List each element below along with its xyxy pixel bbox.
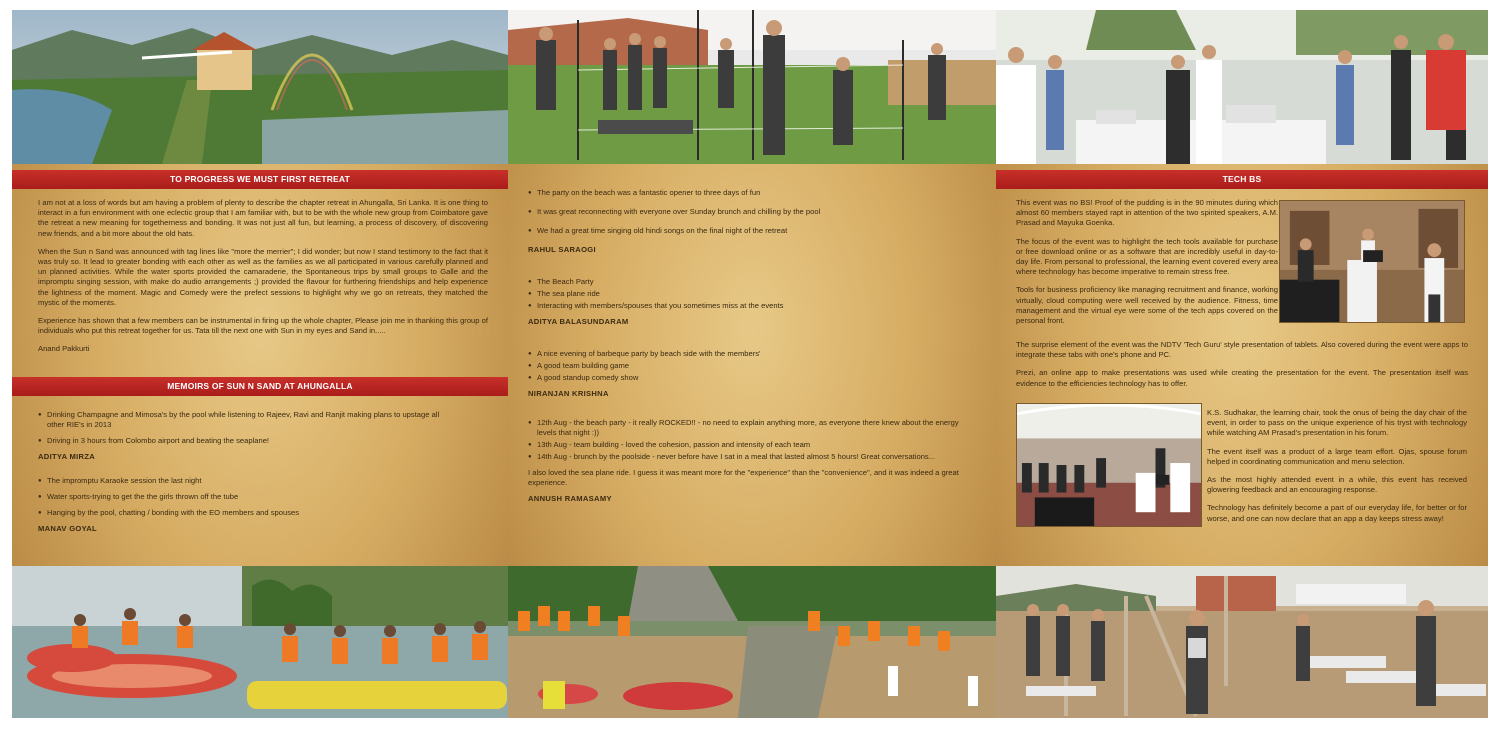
memoirs-continued: [528, 188, 978, 518]
section-heading: MEMOIRS OF SUN N SAND AT AHUNGALLA: [12, 377, 508, 396]
author-name: ADITYA MIRZA: [38, 452, 96, 461]
beach-games-photo: [996, 566, 1488, 718]
retreat-article: [38, 198, 488, 363]
list-item: ● A good standup comedy show: [528, 373, 978, 383]
panel-memoirs: [508, 10, 996, 718]
audience-photo: [1016, 403, 1202, 527]
article-paragraph: As the most highly attended event in a while, this event has received glowering feedback and an encouraging response.: [1207, 475, 1467, 495]
pool-crowd-photo: [508, 566, 996, 718]
list-item: ● Driving in 3 hours from Colombo airport and beating the seaplane!: [38, 436, 458, 446]
closing-paragraph: I also loved the sea plane ride. I guess it was meant more for the "experience" than the "convenience", and it was indeed a great experience.: [528, 467, 959, 487]
article-paragraph: This event was no BS! Proof of the pudding is in the 90 minutes during which almost 60 members stayed rapt in attention of the two spirited speakers, A.M. Prasad and Mayuka Goenka.: [1016, 198, 1278, 228]
list-item: ● The Beach Party: [528, 277, 978, 287]
panel-tech-bs: [996, 10, 1488, 718]
article-paragraph: The event itself was a product of a large team effort. Ojas, spouse forum helped in coordinating communication and menu selection.: [1207, 446, 1467, 466]
list-item: ● Drinking Champagne and Mimosa's by the pool while listening to Rajeev, Ravi and Ranjit making plans to upstage all other RIE's in 2013: [38, 410, 458, 430]
list-item: ● Water sports-trying to get the the girls thrown off the tube: [38, 492, 458, 502]
panel-retreat: [12, 10, 508, 718]
article-paragraph: The surprise element of the event was the NDTV 'Tech Guru' style presentation of tablets. Also covered during the event were apps to integrate these tabs with one's phone and PC.: [1016, 340, 1468, 360]
list-item: ● The sea plane ride: [528, 289, 978, 299]
memoir-bullets: [38, 410, 458, 446]
list-item: ● The party on the beach was a fantastic opener to three days of fun: [528, 188, 978, 198]
memoir-bullets: [528, 277, 978, 311]
presentation-photo: [1279, 200, 1465, 323]
memoir-bullets: [38, 476, 458, 518]
memoir-bullets: [528, 188, 978, 236]
memoirs-list: [38, 410, 458, 548]
landscape-rainbow-photo: [12, 10, 508, 164]
article-paragraph: When the Sun n Sand was announced with tag lines like "more the merrier"; I did wonder; but now I stand testimony to the fact that it was truly so. It lead to greater bonding with each other as well as the families as we all participated in various carefully planned and un planned activities. While the water sports provided the camaraderie, the Spontaneous trips by small groups to Galle and the impromptu singing session, with make do audio arrangements ;) provided the flavour for furthering friendships and help experience the lightness of the moment. Magic and Comedy were the prefect sessions to highlight why we go on retreats, they matched the mystic of the moments.: [38, 246, 488, 307]
cooking-event-photo: [996, 10, 1488, 164]
tech-article-top: [1016, 198, 1278, 334]
tech-article-mid: [1016, 340, 1468, 397]
article-paragraph: K.S. Sudhakar, the learning chair, took the onus of being the day chair of the event, in order to pass on the unique experience of his tryst with technology while watching AM Prasad's presentation in his forum.: [1207, 408, 1467, 438]
list-item: ● The impromptu Karaoke session the last night: [38, 476, 458, 486]
author-name: RAHUL SARAOGI: [528, 245, 596, 254]
article-paragraph: Tools for business proficiency like managing recruitment and finance, working virtually, cloud computing were well received by the audience. Fitness, time management and the virtual eye were some of the tech apps covered on the personal front.: [1016, 285, 1278, 326]
article-signature: Anand Pakkurti: [38, 344, 90, 354]
author-name: ADITYA BALASUNDARAM: [528, 317, 629, 327]
tech-article-side: [1207, 408, 1467, 532]
section-heading: TO PROGRESS WE MUST FIRST RETREAT: [12, 170, 508, 189]
list-item: ● 14th Aug - brunch by the poolside - never before have I sat in a meal that lasted almost 5 hours! Great conversations...: [528, 452, 978, 462]
article-paragraph: The focus of the event was to highlight the tech tools available for purchase or free download online or as a software that are incredibly useful in day-to-day life. From personal to professional, the learning event covered every area where technology has become imperative to remain stress free.: [1016, 236, 1278, 277]
list-item: ● We had a great time singing old hindi songs on the final night of the retreat: [528, 226, 978, 236]
list-item: ● A good team building game: [528, 361, 978, 371]
author-name: ANNUSH RAMASAMY: [528, 494, 612, 504]
list-item: ● A nice evening of barbeque party by beach side with the members': [528, 349, 978, 359]
team-building-photo: [508, 10, 996, 164]
article-paragraph: Technology has definitely become a part of our everyday life, for better or for worse, and one can now declare that an app a day keeps stress away!: [1207, 503, 1467, 523]
list-item: ● Hanging by the pool, chatting / bonding with the EO members and spouses: [38, 508, 458, 518]
water-tube-photo: [12, 566, 508, 718]
list-item: ● It was great reconnecting with everyone over Sunday brunch and chilling by the pool: [528, 207, 978, 217]
article-paragraph: Prezi, an online app to make presentations was used while creating the presentation for the event. The presentation itself was evidence to the efficiencies technology has to offer.: [1016, 368, 1468, 388]
section-heading: TECH BS: [996, 170, 1488, 189]
list-item: ● Interacting with members/spouses that you sometimes miss at the events: [528, 301, 978, 311]
article-paragraph: Experience has shown that a few members can be instrumental in firing up the whole chapter, Please join me in thanking this group of individuals who put this retreat together for us. Tata till the next one with Sun in my eyes and Sand in.....: [38, 316, 488, 336]
memoir-bullets: [528, 349, 978, 383]
list-item: ● 12th Aug - the beach party - it really ROCKED!! - no need to explain anything more, as everyone there knew about the energy levels that night :)): [528, 418, 978, 438]
author-name: MANAV GOYAL: [38, 524, 97, 534]
list-item: ● 13th Aug - team building - loved the cohesion, passion and intensity of each team: [528, 440, 978, 450]
author-name: NIRANJAN KRISHNA: [528, 389, 609, 399]
article-paragraph: I am not at a loss of words but am having a problem of plenty to describe the chapter retreat in Ahungalla, Sri Lanka. It is one thing to interact in a fun environment with one eclectic group that I am familiar with, but to be with the whole new group from Coimbatore gave the retreat a new meaning for togetherness and bonding. It was not just all fun, but learning, a process of discovery, of discovering new friends, and a bit more about the old hats.: [38, 198, 488, 238]
memoir-bullets: [528, 418, 978, 462]
